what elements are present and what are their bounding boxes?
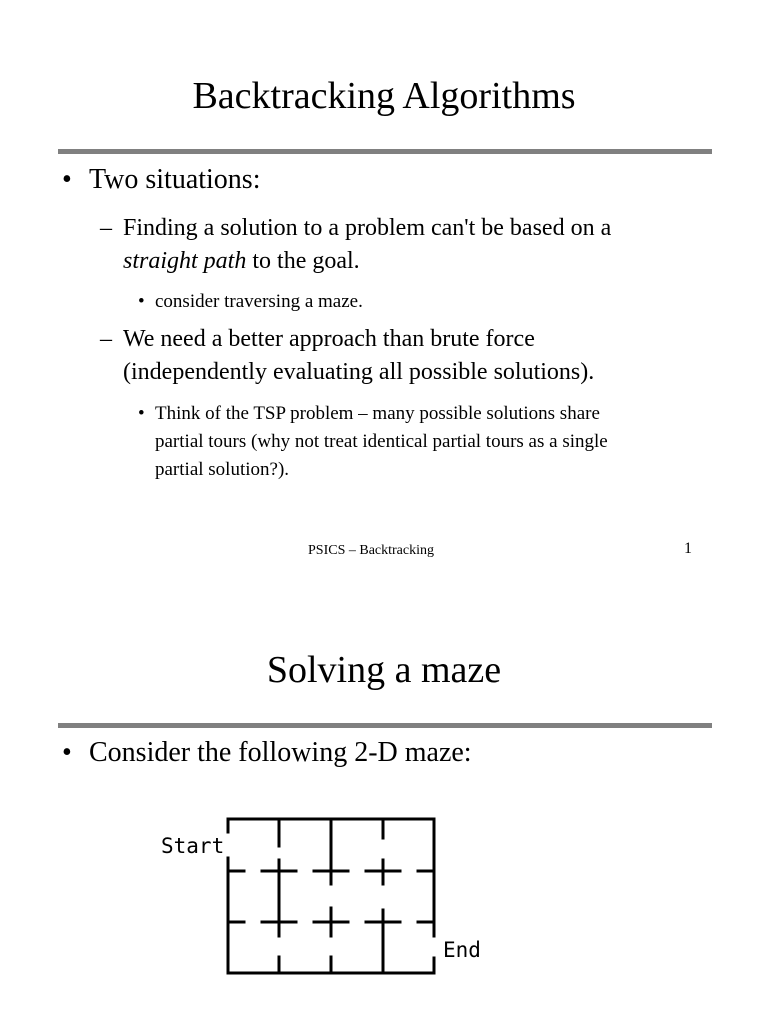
maze-end-label: End xyxy=(443,938,481,962)
bullet-mark: • xyxy=(62,737,72,768)
bullet-mark: • xyxy=(138,403,145,424)
sub-bullet-1-line-2-rest: to the goal. xyxy=(246,248,360,274)
dash-mark: – xyxy=(100,215,112,241)
sub-sub-bullet-2-line-2: partial tours (why not treat identical partial tours as a single xyxy=(155,431,608,452)
bullet-mark: • xyxy=(138,291,145,312)
sub-sub-bullet-1-text: consider traversing a maze. xyxy=(155,291,363,312)
sub-bullet-1-line-1: Finding a solution to a problem can't be based on a xyxy=(123,215,612,241)
slide1-footer: PSICS – Backtracking xyxy=(308,543,434,558)
slide2-title: Solving a maze xyxy=(266,649,502,691)
sub-bullet-2-line-1: We need a better approach than brute force xyxy=(123,326,535,352)
sub-bullet-2-line-2: (independently evaluating all possible solutions). xyxy=(123,359,595,385)
maze-start-label: Start xyxy=(161,834,225,858)
sub-sub-bullet-2-line-1: Think of the TSP problem – many possible solutions share xyxy=(155,403,600,424)
slide1-title-rule xyxy=(58,149,712,154)
bullet-text: Consider the following 2-D maze: xyxy=(89,737,472,768)
sub-bullet-1-line-2 xyxy=(123,244,360,278)
bullet-text: Two situations: xyxy=(89,164,261,195)
slide1-page-number: 1 xyxy=(684,540,692,557)
slide1-title: Backtracking Algorithms xyxy=(192,75,576,117)
emphasis-text: straight path xyxy=(123,248,247,274)
slide2-title-rule xyxy=(58,723,712,728)
dash-mark: – xyxy=(100,326,112,352)
sub-sub-bullet-2-line-3: partial solution?). xyxy=(155,459,290,480)
bullet-mark: • xyxy=(62,164,72,195)
